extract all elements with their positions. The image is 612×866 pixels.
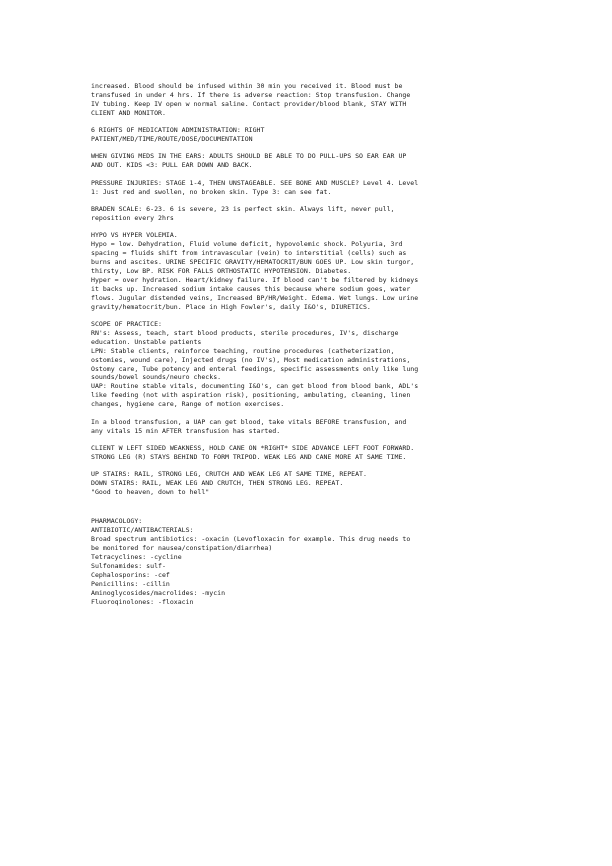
text-line: burns and ascites. URINE SPECIFIC GRAVITY/HEMATOCRIT/BUN GOES UP. Low skin turgor, — [91, 258, 415, 267]
text-line: AND OUT. KIDS <3: PULL EAR DOWN AND BACK. — [91, 161, 253, 170]
text-line: changes, hygiene care, Range of motion exercises. — [91, 400, 285, 409]
text-line: In a blood transfusion, a UAP can get blood, take vitals BEFORE transfusion, and — [91, 417, 407, 426]
text-line: UP STAIRS: RAIL, STRONG LEG, CRUTCH AND WEAK LEG AT SAME TIME, REPEAT. — [91, 470, 367, 479]
text-line: PATIENT/MED/TIME/ROUTE/DOSE/DOCUMENTATION — [91, 135, 253, 144]
text-line: spacing = fluids shift from intravascular (vein) to interstitial (cells) such as — [91, 249, 407, 258]
text-line: thirsty, Low BP. RISK FOR FALLS ORTHOSTATIC HYPOTENSION. Diabetes. — [91, 267, 352, 275]
text-line: like feeding (not with aspiration risk), positioning, ambulating, cleaning, linen — [91, 391, 411, 400]
text-line: Tetracyclines: -cycline — [91, 553, 182, 562]
text-line: HYPO VS HYPER VOLEMIA. — [91, 231, 178, 240]
text-line: IV tubing. Keep IV open w normal saline. Contact provider/blood blank, STAY WITH — [91, 99, 407, 108]
cane-paragraph — [91, 444, 521, 462]
volemia-paragraph — [91, 231, 521, 311]
text-line: gravity/hematocrit/bun. Place in High Fowler's, daily I&O's, DIURETICS. — [91, 302, 371, 311]
text-line: be monitored for nausea/constipation/diarrhea) — [91, 544, 273, 553]
text-line: RN's: Assess, teach, start blood products, sterile procedures, IV's, discharge — [91, 328, 399, 337]
text-line: Hyper = over hydration. Heart/kidney failure. If blood can't be filtered by kidneys — [91, 275, 419, 284]
text-line: BRADEN SCALE: 6-23. 6 is severe, 23 is perfect skin. Always lift, never pull, — [91, 205, 395, 214]
text-line: increased. Blood should be infused within 30 min you received it. Blood must be — [91, 82, 403, 90]
spacer — [91, 505, 521, 517]
text-line: CLIENT W LEFT SIDED WEAKNESS, HOLD CANE ON *RIGHT* SIDE ADVANCE LEFT FOOT FORWARD. — [91, 443, 415, 452]
text-line: sounds/bowel sounds/neuro checks. — [91, 373, 222, 382]
text-line: STRONG LEG (R) STAYS BEHIND TO FORM TRIPOD. WEAK LEG AND CANE MORE AT SAME TIME. — [91, 452, 407, 461]
text-line: PRESSURE INJURIES: STAGE 1-4, THEN UNSTAGEABLE. SEE BONE AND MUSCLE? Level 4. Level — [91, 178, 419, 187]
text-line: Aminoglycosides/macrolides: -mycin — [91, 588, 226, 597]
braden-scale-paragraph — [91, 205, 521, 223]
pharmacology-paragraph — [91, 517, 521, 606]
blood-transfusion-paragraph — [91, 82, 521, 118]
text-line: reposition every 2hrs — [91, 213, 174, 222]
text-line: 1: Just red and swollen, no broken skin. Type 3: can see fat. — [91, 187, 332, 196]
uap-transfusion-paragraph — [91, 418, 521, 436]
medication-rights-paragraph — [91, 126, 521, 144]
text-line: LPN: Stable clients, reinforce teaching, routine procedures (catheterization, — [91, 346, 395, 355]
text-line: Ostomy care, Tube potency and enteral feedings, specific assessments only like lung — [91, 364, 419, 373]
text-line: it backs up. Increased sodium intake causes this because where sodium goes, water — [91, 284, 411, 293]
text-line: Penicillins: -cillin — [91, 579, 170, 588]
text-line: UAP: Routine stable vitals, documenting I&O's, can get blood from blood bank, ADL's — [91, 382, 419, 391]
text-line: SCOPE OF PRACTICE: — [91, 320, 162, 329]
document-page — [91, 82, 521, 615]
text-line: WHEN GIVING MEDS IN THE EARS: ADULTS SHOULD BE ABLE TO DO PULL-UPS SO EAR EAR UP — [91, 152, 407, 161]
text-line: flows. Jugular distended veins, Increased BP/HR/Weight. Edema. Wet lungs. Low urine — [91, 293, 419, 302]
text-line: "Good to heaven, down to hell" — [91, 488, 210, 497]
text-line: any vitals 15 min AFTER transfusion has started. — [91, 426, 281, 435]
text-line: DOWN STAIRS: RAIL, WEAK LEG AND CRUTCH, THEN STRONG LEG. REPEAT. — [91, 479, 344, 488]
text-line: ostomies, wound care), Injected drugs (no IV's), Most medication administrations, — [91, 355, 411, 364]
text-line: Cephalosporins: -cef — [91, 570, 170, 579]
text-line: Hypo = low. Dehydration, Fluid volume deficit, hypovolemic shock. Polyuria, 3rd — [91, 240, 403, 249]
text-line: Sulfonamides: sulf- — [91, 561, 166, 570]
stairs-paragraph — [91, 470, 521, 497]
ear-meds-paragraph — [91, 152, 521, 170]
scope-of-practice-paragraph — [91, 320, 521, 409]
text-line: Fluoroqinolones: -floxacin — [91, 597, 194, 606]
text-line: CLIENT AND MONITOR. — [91, 108, 166, 117]
text-line: ANTIBIOTIC/ANTIBACTERIALS: — [91, 526, 194, 535]
text-line: Broad spectrum antibiotics: -oxacin (Levofloxacin for example. This drug needs to — [91, 535, 411, 544]
text-line: 6 RIGHTS OF MEDICATION ADMINISTRATION: RIGHT — [91, 126, 265, 135]
text-line: transfused in under 4 hrs. If there is adverse reaction: Stop transfusion. Change — [91, 90, 411, 99]
text-line: PHARMACOLOGY: — [91, 517, 143, 526]
text-line: education. Unstable patients — [91, 337, 202, 346]
pressure-injuries-paragraph — [91, 179, 521, 197]
